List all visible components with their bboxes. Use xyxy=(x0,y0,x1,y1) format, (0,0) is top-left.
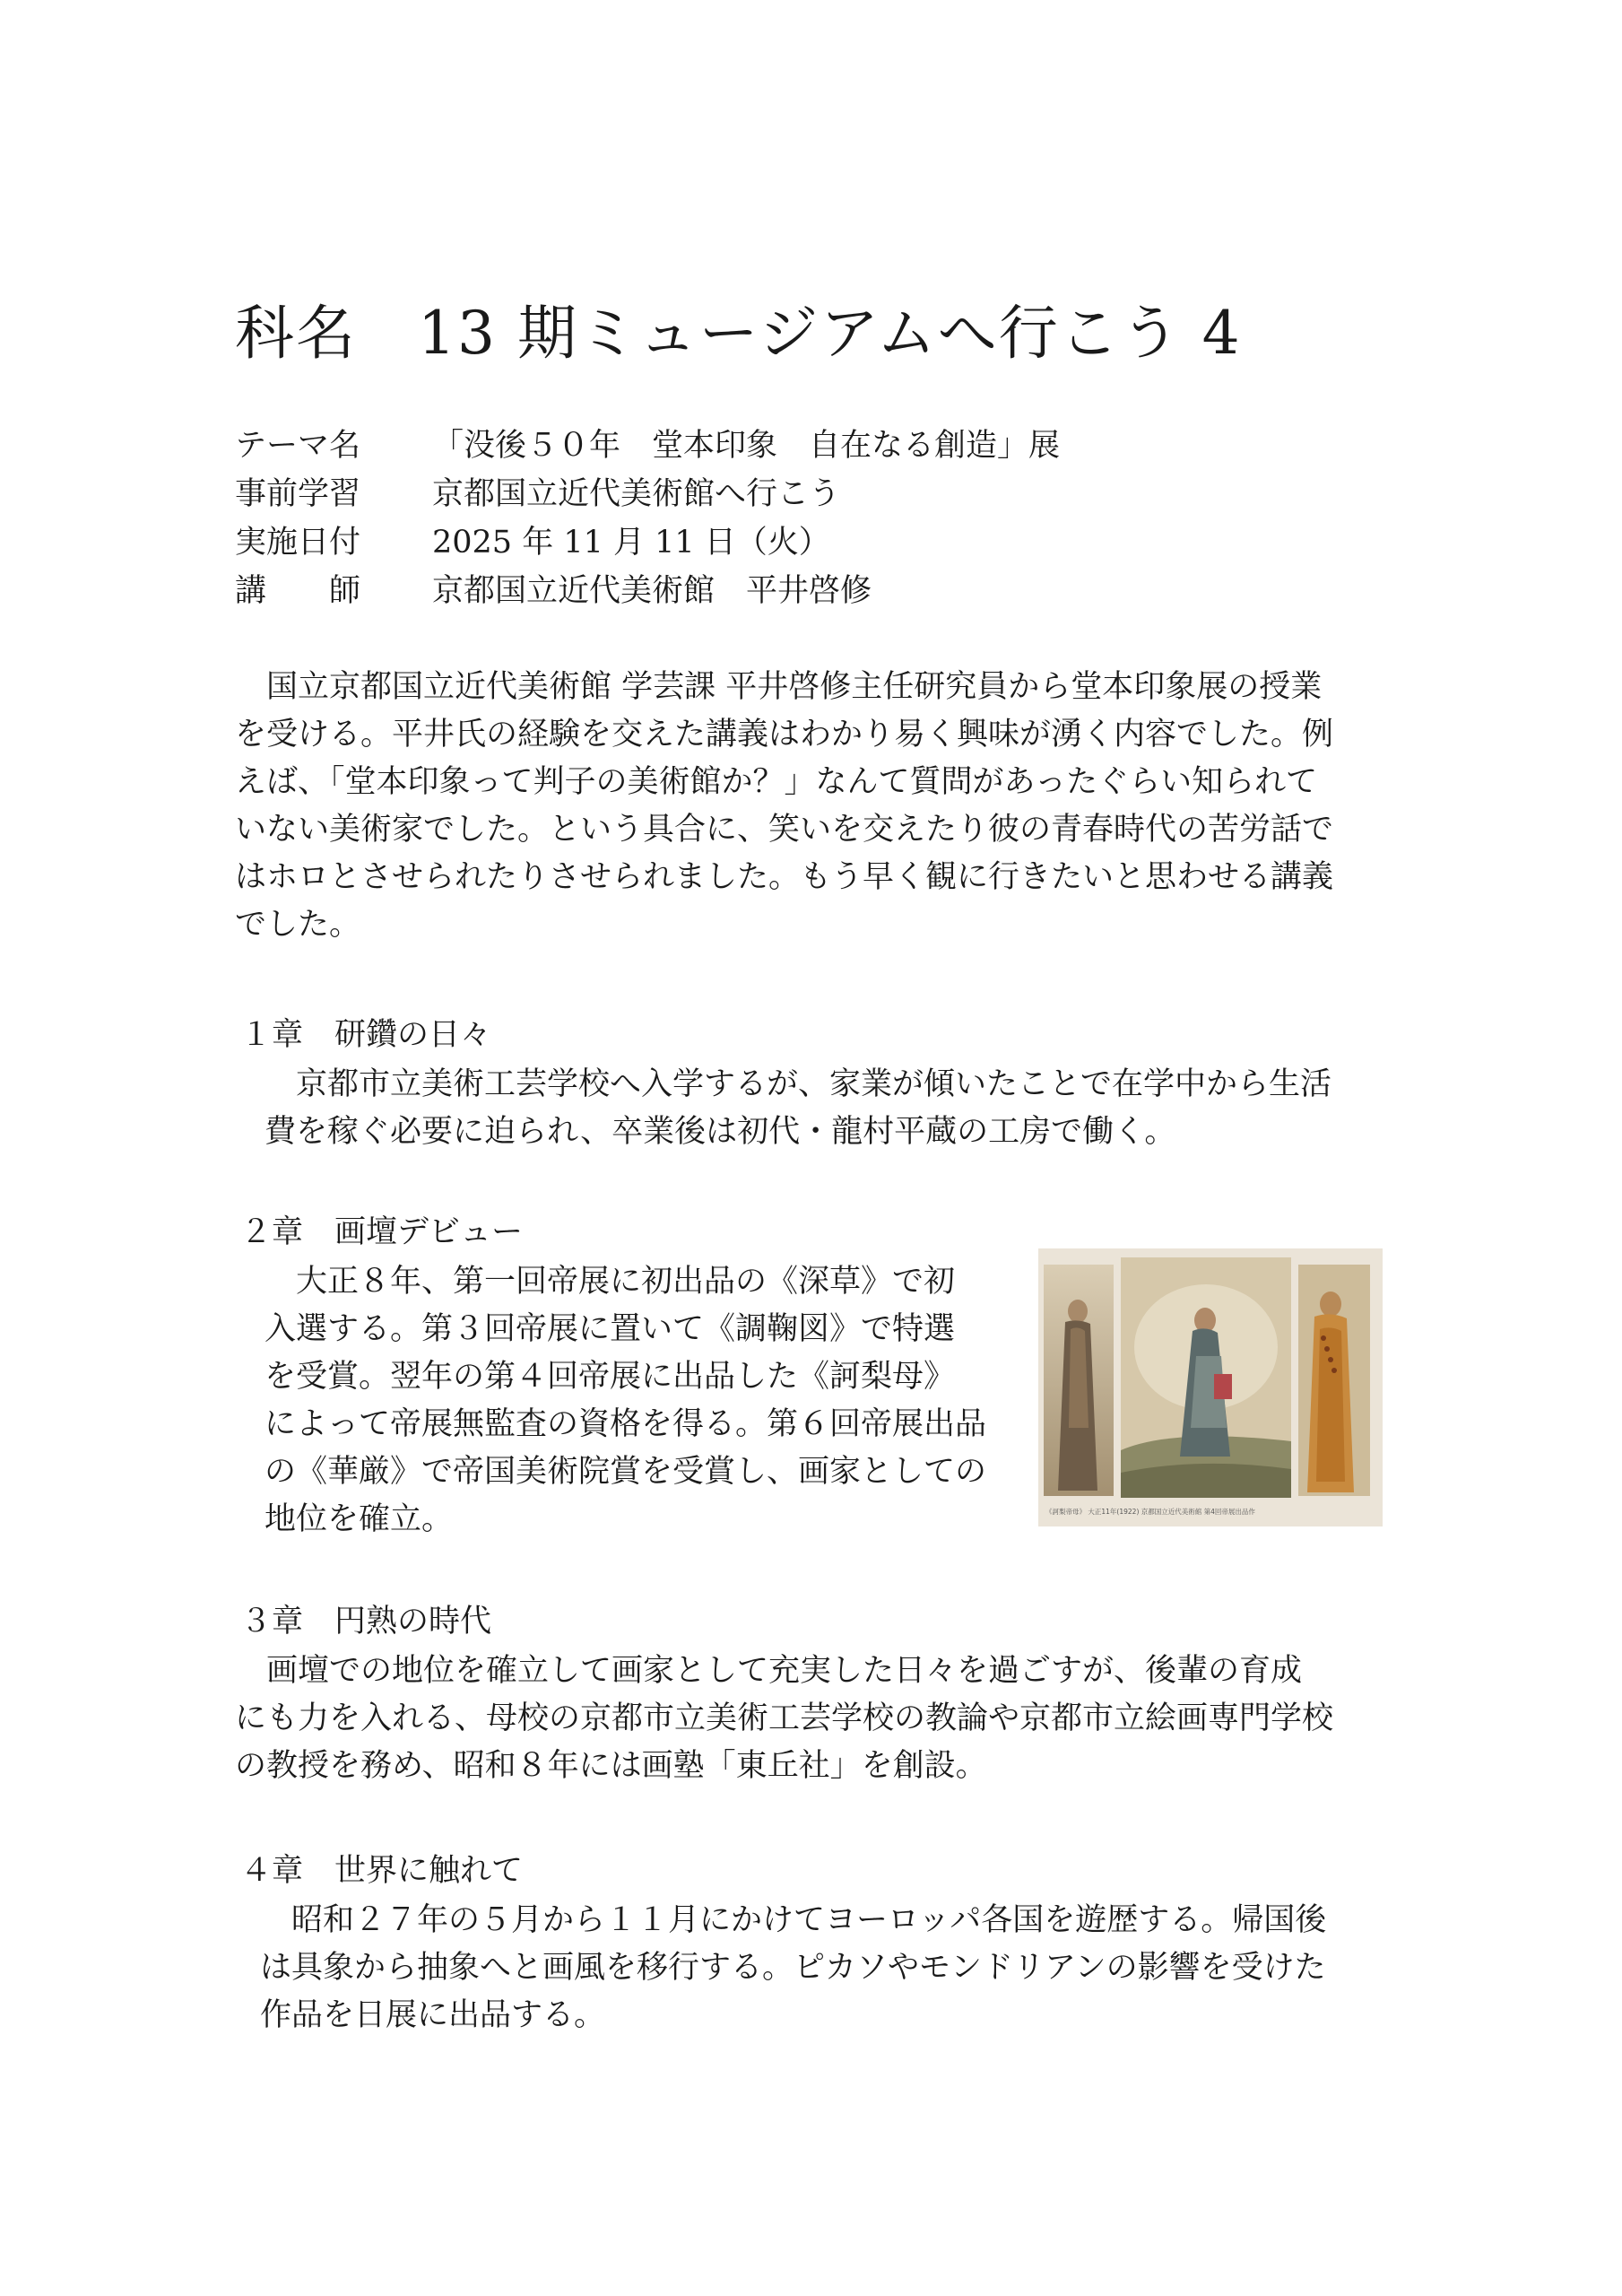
text-line: によって帝展無監査の資格を得る。第６回帝展出品 xyxy=(265,1406,987,1442)
text-line: の《華厳》で帝国美術院賞を受賞し、画家としての xyxy=(265,1454,987,1490)
meta-label: テーマ名 xyxy=(235,428,361,464)
meta-row-lecturer xyxy=(235,567,1060,615)
text-line: 昭和２７年の５月から１１月にかけてヨーロッパ各国を遊歴する。帰国後 xyxy=(260,1902,1327,1938)
meta-table xyxy=(235,422,1060,615)
chapter-1-heading: １章 研鑽の日々 xyxy=(240,1017,492,1053)
text-line: 大正８年、第一回帝展に初出品の《深草》で初 xyxy=(265,1264,956,1300)
text-line: を受賞。翌年の第４回帝展に出品した《訶梨母》 xyxy=(265,1359,956,1395)
chapter-3-paragraph xyxy=(235,1648,1333,1790)
text-line: でした。 xyxy=(235,907,361,943)
text-line: 地位を確立。 xyxy=(265,1501,454,1537)
meta-value: 「没後５０年 堂本印象 自在なる創造」展 xyxy=(432,428,1061,464)
meta-row-date xyxy=(235,518,1060,567)
text-line: の教授を務め、昭和８年には画塾「東丘社」を創設。 xyxy=(235,1748,987,1784)
text-line: 京都市立美術工芸学校へ入学するが、家業が傾いたことで在学中から生活 xyxy=(265,1066,1332,1102)
text-line: は具象から抽象へと画風を移行する。ピカソやモンドリアンの影響を受けた xyxy=(260,1950,1326,1986)
text-line: 入選する。第３回帝展に置いて《調鞠図》で特選 xyxy=(265,1311,956,1347)
meta-row-theme xyxy=(235,422,1060,470)
text-line: 画壇での地位を確立して画家として充実した日々を過ごすが、後輩の育成 xyxy=(235,1653,1303,1689)
meta-value: 京都国立近代美術館へ行こう xyxy=(432,476,841,512)
chapter-4-paragraph xyxy=(260,1897,1326,2039)
triptych-image xyxy=(1038,1248,1383,1526)
intro-paragraph xyxy=(235,664,1333,949)
text-line: はホロとさせられたりさせられました。もう早く観に行きたいと思わせる講義 xyxy=(235,859,1334,895)
meta-value: 京都国立近代美術館 平井啓修 xyxy=(432,573,872,609)
painting-caption: 《訶梨帝母》 大正11年(1922) 京都国立近代美術館 第4回帝展出品作 xyxy=(1045,1508,1255,1516)
text-line: 費を稼ぐ必要に迫られ、卒業後は初代・龍村平蔵の工房で働く。 xyxy=(265,1114,1176,1150)
chapter-2-paragraph xyxy=(265,1258,986,1544)
painting-photo xyxy=(1038,1248,1383,1526)
meta-label: 事前学習 xyxy=(235,476,361,512)
meta-label: 実施日付 xyxy=(235,525,361,561)
meta-value: 2025 年 11 月 11 日（火） xyxy=(432,525,830,561)
text-line: えば、「堂本印象って判子の美術館か？」なんて質問があったぐらい知られて xyxy=(235,764,1318,800)
text-line: 作品を日展に出品する。 xyxy=(260,1997,606,2033)
text-line: 国立京都国立近代美術館 学芸課 平井啓修主任研究員から堂本印象展の授業 xyxy=(235,669,1323,705)
chapter-2-heading: ２章 画壇デビュー xyxy=(240,1214,524,1250)
text-line: にも力を入れる、母校の京都市立美術工芸学校の教論や京都市立絵画専門学校 xyxy=(235,1700,1334,1736)
meta-label: 講 師 xyxy=(235,573,361,609)
chapter-1-paragraph xyxy=(265,1061,1331,1156)
page-title: 科名 13 期ミュージアムへ行こう 4 xyxy=(235,299,1242,368)
text-line: を受ける。平井氏の経験を交えた講義はわかり易く興味が湧く内容でした。例 xyxy=(235,717,1334,752)
text-line: いない美術家でした。という具合に、笑いを交えたり彼の青春時代の苦労話で xyxy=(235,812,1334,848)
meta-row-prestudy xyxy=(235,470,1060,518)
chapter-4-heading: ４章 世界に触れて xyxy=(240,1853,524,1889)
chapter-3-heading: ３章 円熟の時代 xyxy=(240,1604,492,1639)
